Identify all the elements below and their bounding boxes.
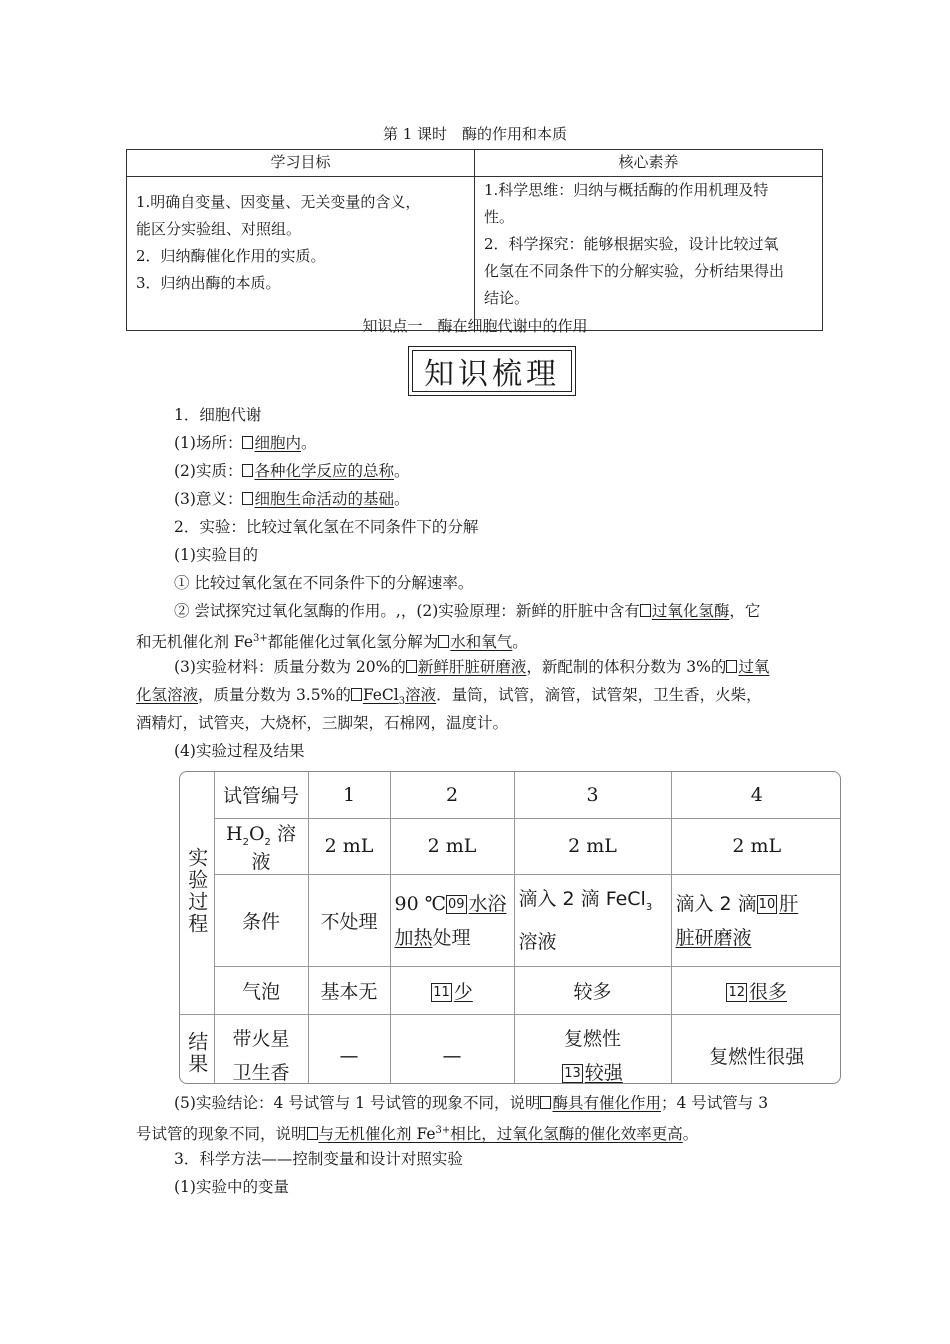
blank-box <box>726 660 737 673</box>
subscript: 2 <box>264 836 271 848</box>
blank-box <box>406 660 417 673</box>
blank-box <box>540 1096 551 1109</box>
tube-3: 3 <box>514 772 671 818</box>
text: 都能催化过氧化氢分解为 <box>267 633 439 652</box>
essence-line <box>174 457 864 485</box>
label: (1)场所： <box>174 434 243 452</box>
goals-header-left: 学习目标 <box>127 150 475 177</box>
purpose-heading: (1)实验目的 <box>174 546 258 564</box>
text: 溶液 <box>251 822 296 874</box>
blank-box <box>438 635 449 648</box>
text: 卫生香 <box>232 1061 290 1084</box>
result-1: — <box>308 1015 390 1084</box>
literacy-line: 结论。 <box>484 289 530 307</box>
goal-line: 1.明确自变量、因变量、无关变量的含义， <box>136 193 421 211</box>
answer: 少 <box>453 981 473 1004</box>
tube-1: 1 <box>308 772 390 818</box>
result-4: 复燃性很强 <box>671 1015 841 1084</box>
group-result-label: 结果 <box>184 1031 209 1076</box>
punct: 。 <box>393 490 410 508</box>
tube-2: 2 <box>390 772 514 818</box>
text: (5)实验结论：4 号试管与 1 号试管的现象不同，说明 <box>174 1094 541 1112</box>
section3-sub1: (1)实验中的变量 <box>174 1178 289 1196</box>
text: O <box>248 822 265 845</box>
section2-heading: 2．实验：比较过氧化氢在不同条件下的分解 <box>174 518 479 536</box>
subscript: 3 <box>645 902 653 914</box>
row-h2o2-label <box>214 818 308 875</box>
answer: 化氢溶液 <box>136 686 199 704</box>
row-bubble-label: 气泡 <box>214 967 308 1015</box>
literacy-line: 性。 <box>484 208 515 226</box>
blank-number: 13 <box>564 1065 581 1081</box>
answer <box>362 686 437 708</box>
text: 90 ℃ <box>394 892 446 915</box>
conclusion-line-1 <box>174 1089 864 1117</box>
text: 溶液 <box>518 931 557 954</box>
text: ，新配制的体积分数为 3%的 <box>526 658 727 676</box>
goal-line: 2．归纳酶催化作用的实质。 <box>136 247 326 265</box>
answer <box>319 1125 683 1143</box>
answer: 酶具有催化作用 <box>552 1094 661 1112</box>
goals-header-right: 核心素养 <box>475 150 823 177</box>
result-2: — <box>390 1015 514 1084</box>
answer: 水和氧气 <box>450 633 513 652</box>
purpose-1: ① 比较过氧化氢在不同条件下的分解速率。 <box>174 574 474 592</box>
text: 与无机催化剂 Fe <box>318 1125 436 1144</box>
group-result <box>180 1015 214 1084</box>
text: H <box>226 822 243 845</box>
text: ，它 <box>729 602 761 620</box>
blank-box <box>640 604 651 617</box>
punct: 。 <box>512 633 528 652</box>
volume-1: 2 mL <box>308 818 390 875</box>
principle-line <box>136 625 826 656</box>
text: 处理 <box>432 926 471 949</box>
condition-2 <box>390 875 514 967</box>
result-3 <box>514 1015 671 1084</box>
goal-line: 3．归纳出酶的本质。 <box>136 274 281 292</box>
literacy-line: 2．科学探究：能够根据实验，设计比较过氧 <box>484 235 779 253</box>
blank-number: 09 <box>447 896 465 912</box>
subscript: 3 <box>398 696 406 708</box>
condition-1: 不处理 <box>308 875 390 967</box>
text: 和无机催化剂 Fe <box>136 633 254 652</box>
bubble-4 <box>671 967 841 1015</box>
blank-box <box>242 464 253 477</box>
answer: 脏研磨液 <box>675 926 752 949</box>
text: ② 尝试探究过氧化氢酶的作用。,，(2)实验原理：新鲜的肝脏中含有 <box>174 602 640 620</box>
text: 号试管的现象不同，说明 <box>136 1125 307 1144</box>
punct: 。 <box>393 462 410 480</box>
blank-number: 11 <box>433 985 450 1001</box>
text: 带火星 <box>232 1027 290 1050</box>
lesson-title: 第 1 课时 酶的作用和本质 <box>382 125 568 143</box>
process-heading: (4)实验过程及结果 <box>174 742 305 760</box>
goals-table <box>126 149 823 331</box>
label: (3)意义： <box>174 490 243 508</box>
goals-left-cell <box>127 177 475 331</box>
materials-line-3: 酒精灯，试管夹，大烧杯，三脚架，石棉网，温度计。 <box>136 714 509 732</box>
punct: 。 <box>300 434 317 452</box>
answer: 各种化学反应的总称 <box>254 462 394 480</box>
text: ．量筒，试管，滴管，试管架，卫生香，火柴， <box>436 686 762 704</box>
text: (3)实验材料：质量分数为 20%的 <box>174 658 406 676</box>
answer: 过氧化氢酶 <box>651 602 730 620</box>
group-process-label: 实验过程 <box>184 846 209 935</box>
answer: 很多 <box>749 981 788 1004</box>
literacy-line: 1.科学思维：归纳与概括酶的作用机理及特 <box>484 181 769 199</box>
row-result-label <box>214 1015 308 1084</box>
section1-heading: 1．细胞代谢 <box>174 406 262 424</box>
section3-heading: 3．科学方法——控制变量和设计对照实验 <box>174 1150 463 1168</box>
answer: 水浴 <box>468 892 507 915</box>
label: (2)实质： <box>174 462 243 480</box>
row-condition-label: 条件 <box>214 875 308 967</box>
answer: 较强 <box>584 1061 623 1084</box>
materials-line-1 <box>174 653 864 681</box>
condition-3 <box>514 875 671 967</box>
blank-box <box>242 492 253 505</box>
answer: 加热 <box>394 926 433 949</box>
answer: 细胞内 <box>254 434 301 452</box>
knowledge-summary-box <box>408 346 576 396</box>
place-line <box>174 429 864 457</box>
goal-line: 能区分实验组、对照组。 <box>136 220 302 238</box>
text: ；4 号试管与 3 <box>660 1094 769 1112</box>
blank-number: 10 <box>758 896 776 912</box>
goals-right-cell <box>475 177 823 331</box>
blank-box <box>351 688 362 701</box>
text: 滴入 2 滴 <box>675 892 757 915</box>
meaning-line <box>174 485 864 513</box>
bubble-1: 基本无 <box>308 967 390 1015</box>
volume-4: 2 mL <box>671 818 841 875</box>
text: 滴入 2 滴 FeCl <box>518 888 646 911</box>
condition-4 <box>671 875 841 967</box>
blank-box <box>242 436 253 449</box>
text: 复燃性 <box>563 1027 621 1050</box>
text: ，质量分数为 3.5%的 <box>198 686 351 704</box>
superscript: 3+ <box>435 1125 451 1136</box>
text: 溶液 <box>405 686 437 704</box>
purpose-2 <box>174 597 864 625</box>
answer: 新鲜肝脏研磨液 <box>417 658 527 676</box>
bubble-3: 较多 <box>514 967 671 1015</box>
answer: 细胞生命活动的基础 <box>254 490 394 508</box>
knowledge-summary-label: 知识梳理 <box>412 350 572 392</box>
tube-4: 4 <box>671 772 841 818</box>
volume-3: 2 mL <box>514 818 671 875</box>
superscript: 3+ <box>253 633 268 644</box>
answer: 过氧 <box>738 658 770 676</box>
knowledge-point-title: 知识点一 酶在细胞代谢中的作用 <box>362 317 588 335</box>
volume-2: 2 mL <box>390 818 514 875</box>
text: FeCl <box>362 686 399 704</box>
punct: 。 <box>682 1125 699 1144</box>
subscript: 2 <box>242 836 249 848</box>
row-tube-label: 试管编号 <box>214 772 308 818</box>
text: 相比，过氧化氢酶的催化效率更高 <box>450 1125 683 1144</box>
conclusion-line-2 <box>136 1117 826 1148</box>
group-process <box>180 772 214 1015</box>
blank-number: 12 <box>728 985 746 1001</box>
bubble-2 <box>390 967 514 1015</box>
answer: 肝 <box>779 892 799 915</box>
literacy-line: 化氢在不同条件下的分解实验，分析结果得出 <box>484 262 785 280</box>
blank-box <box>307 1127 318 1140</box>
experiment-table <box>179 771 841 1084</box>
